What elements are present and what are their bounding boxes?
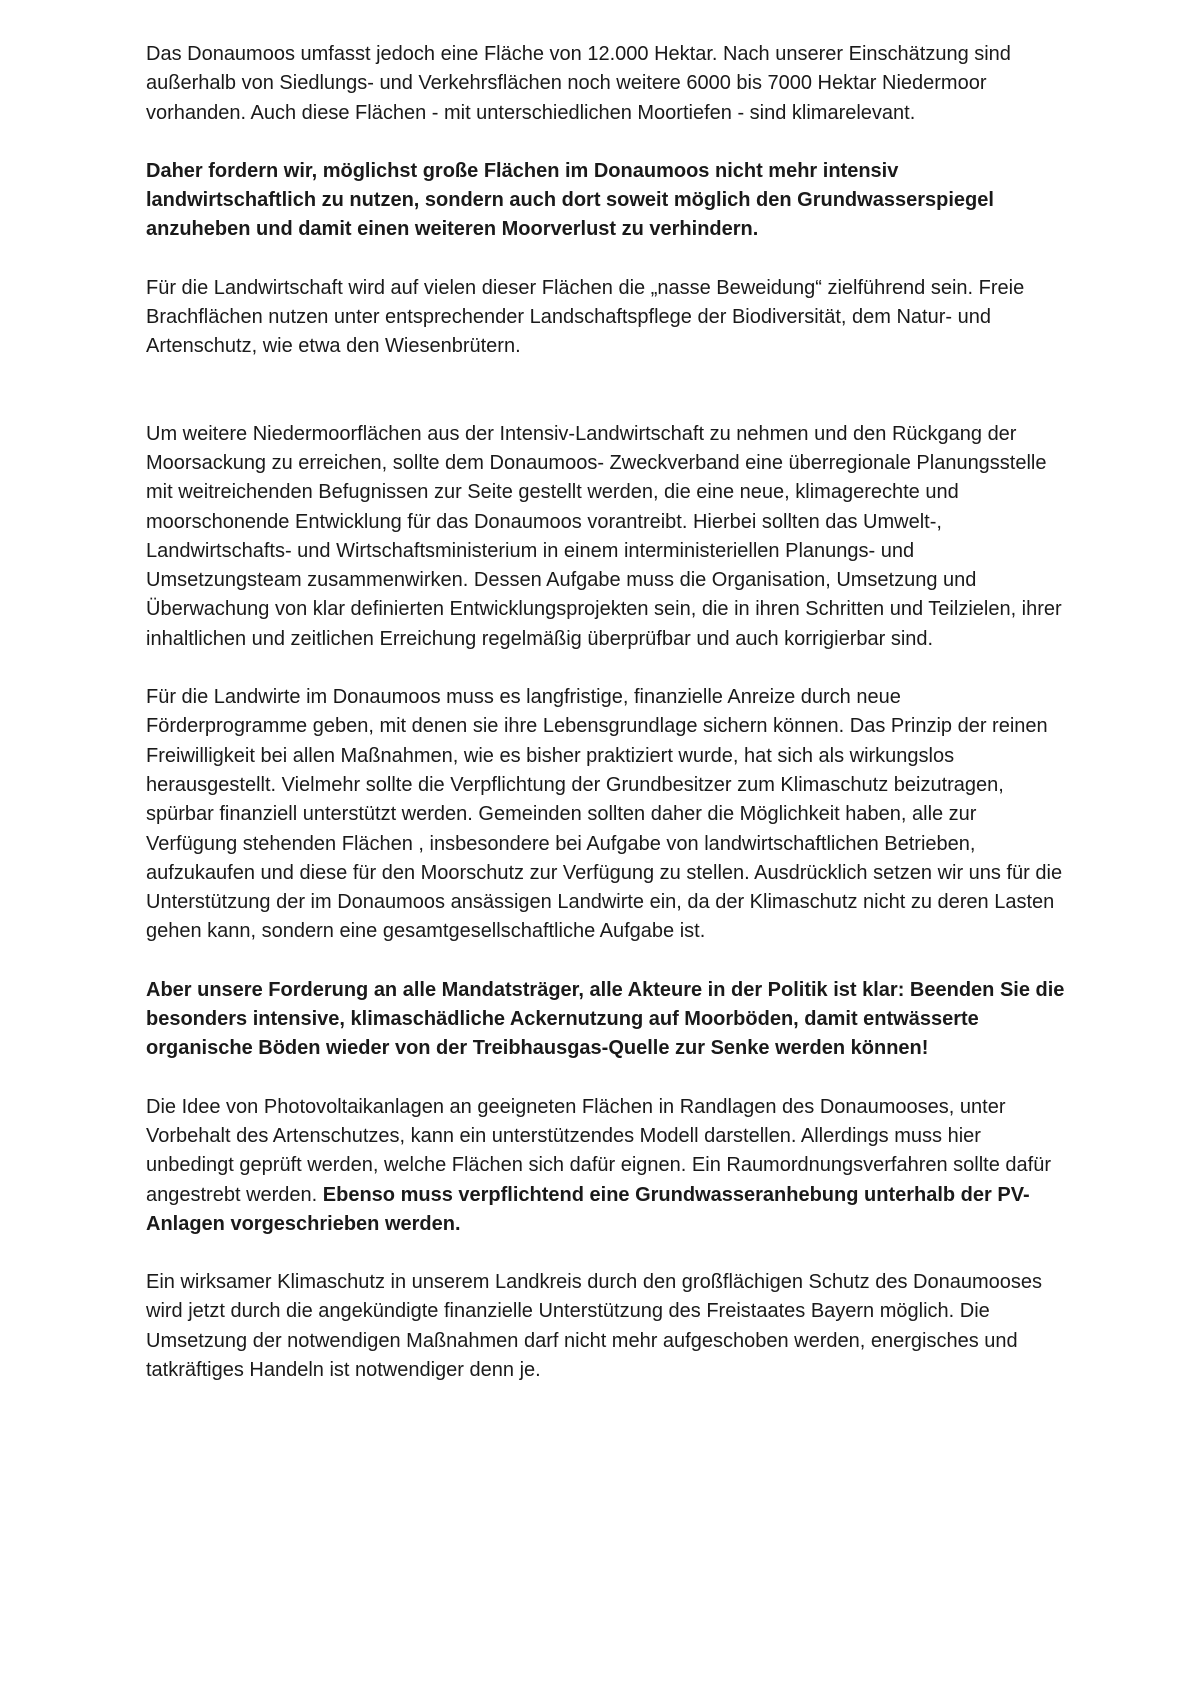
paragraph-wet-grazing: Für die Landwirtschaft wird auf vielen dieser Flächen die „nasse Beweidung“ zielführend sein. Freie Brachflächen nutzen unter entsprechender Landschaftspflege der Biodiversität, dem Natur- und Artenschutz, wie etwa den Wiesenbrütern. <box>146 276 1025 358</box>
paragraph-photovoltaic <box>146 1093 1066 1239</box>
paragraph-photovoltaic-bold: Ebenso muss verpflichtend eine Grundwasseranhebung unterhalb der PV-Anlagen vorgeschrieben werden. <box>146 1183 1030 1235</box>
paragraph-planning-office: Um weitere Niedermoorflächen aus der Intensiv-Landwirtschaft zu nehmen und den Rückgang der Moorsackung zu erreichen, sollte dem Donaumoos- Zweckverband eine überregionale Planungsstelle mit weitreichenden Befugnissen zur Seite gestellt werden, die eine neue, klimagerechte und moorschonende Entwicklung für das Donaumoos vorantreibt. Hierbei sollten das Umwelt-, Landwirtschafts- und Wirtschaftsministerium in einem interministeriellen Planungs- und Umsetzungsteam zusammenwirken. Dessen Aufgabe muss die Organisation, Umsetzung und Überwachung von klar definierten Entwicklungsprojekten sein, die in ihren Schritten und Teilzielen, ihrer inhaltlichen und zeitlichen Erreichung regelmäßig überprüfbar und auch korrigierbar sind. <box>146 422 1062 650</box>
paragraph-climate-protection: Ein wirksamer Klimaschutz in unserem Landkreis durch den großflächigen Schutz des Donaumooses wird jetzt durch die angekündigte finanzielle Unterstützung des Freistaates Bayern möglich. Die Umsetzung der notwendigen Maßnahmen darf nicht mehr aufgeschoben werden, energisches und tatkräftiges Handeln ist notwendiger denn je. <box>146 1271 1042 1381</box>
paragraph-photovoltaic-text: Die Idee von Photovoltaikanlagen an geeigneten Flächen in Randlagen des Donaumooses, unter Vorbehalt des Artenschutzes, kann ein unterstützendes Modell darstellen. Allerdings muss hier unbedingt geprüft werden, welche Flächen sich dafür eignen. Ein Raumordnungsverfahren sollte dafür angestrebt werden. <box>146 1095 1051 1206</box>
paragraph-farmer-incentives: Für die Landwirte im Donaumoos muss es langfristige, finanzielle Anreize durch neue Förderprogramme geben, mit denen sie ihre Lebensgrundlage sichern können. Das Prinzip der reinen Freiwilligkeit bei allen Maßnahmen, wie es bisher praktiziert wurde, hat sich als wirkungslos herausgestellt. Vielmehr sollte die Verpflichtung der Grundbesitzer zum Klimaschutz beizutragen, spürbar finanziell unterstützt werden. Gemeinden sollten daher die Möglichkeit haben, alle zur Verfügung stehenden Flächen , insbesondere bei Aufgabe von landwirtschaftlichen Betrieben, aufzukaufen und diese für den Moorschutz zur Verfügung zu stellen. Ausdrücklich setzen wir uns für die Unterstützung der im Donaumoos ansässigen Landwirte ein, da der Klimaschutz nicht zu deren Lasten gehen kann, sondern eine gesamtgesellschaftliche Aufgabe ist. <box>146 686 1063 943</box>
paragraph-political-demand: Aber unsere Forderung an alle Mandatsträger, alle Akteure in der Politik ist klar: Beenden Sie die besonders intensive, klimaschädliche Ackernutzung auf Moorböden, damit entwässerte organische Böden wieder von der Treibhausgas-Quelle zur Senke werden können! <box>146 978 1065 1060</box>
paragraph-moor-area: Das Donaumoos umfasst jedoch eine Fläche von 12.000 Hektar. Nach unserer Einschätzung sind außerhalb von Siedlungs- und Verkehrsflächen noch weitere 6000 bis 7000 Hektar Niedermoor vorhanden. Auch diese Flächen - mit unterschiedlichen Moortiefen - sind klimarelevant. <box>146 43 1011 124</box>
paragraph-demand-groundwater: Daher fordern wir, möglichst große Flächen im Donaumoos nicht mehr intensiv landwirtschaftlich zu nutzen, sondern auch dort soweit möglich den Grundwasserspiegel anzuheben und damit einen weiteren Moorverlust zu verhindern. <box>146 159 994 241</box>
document-page <box>146 40 1066 1414</box>
